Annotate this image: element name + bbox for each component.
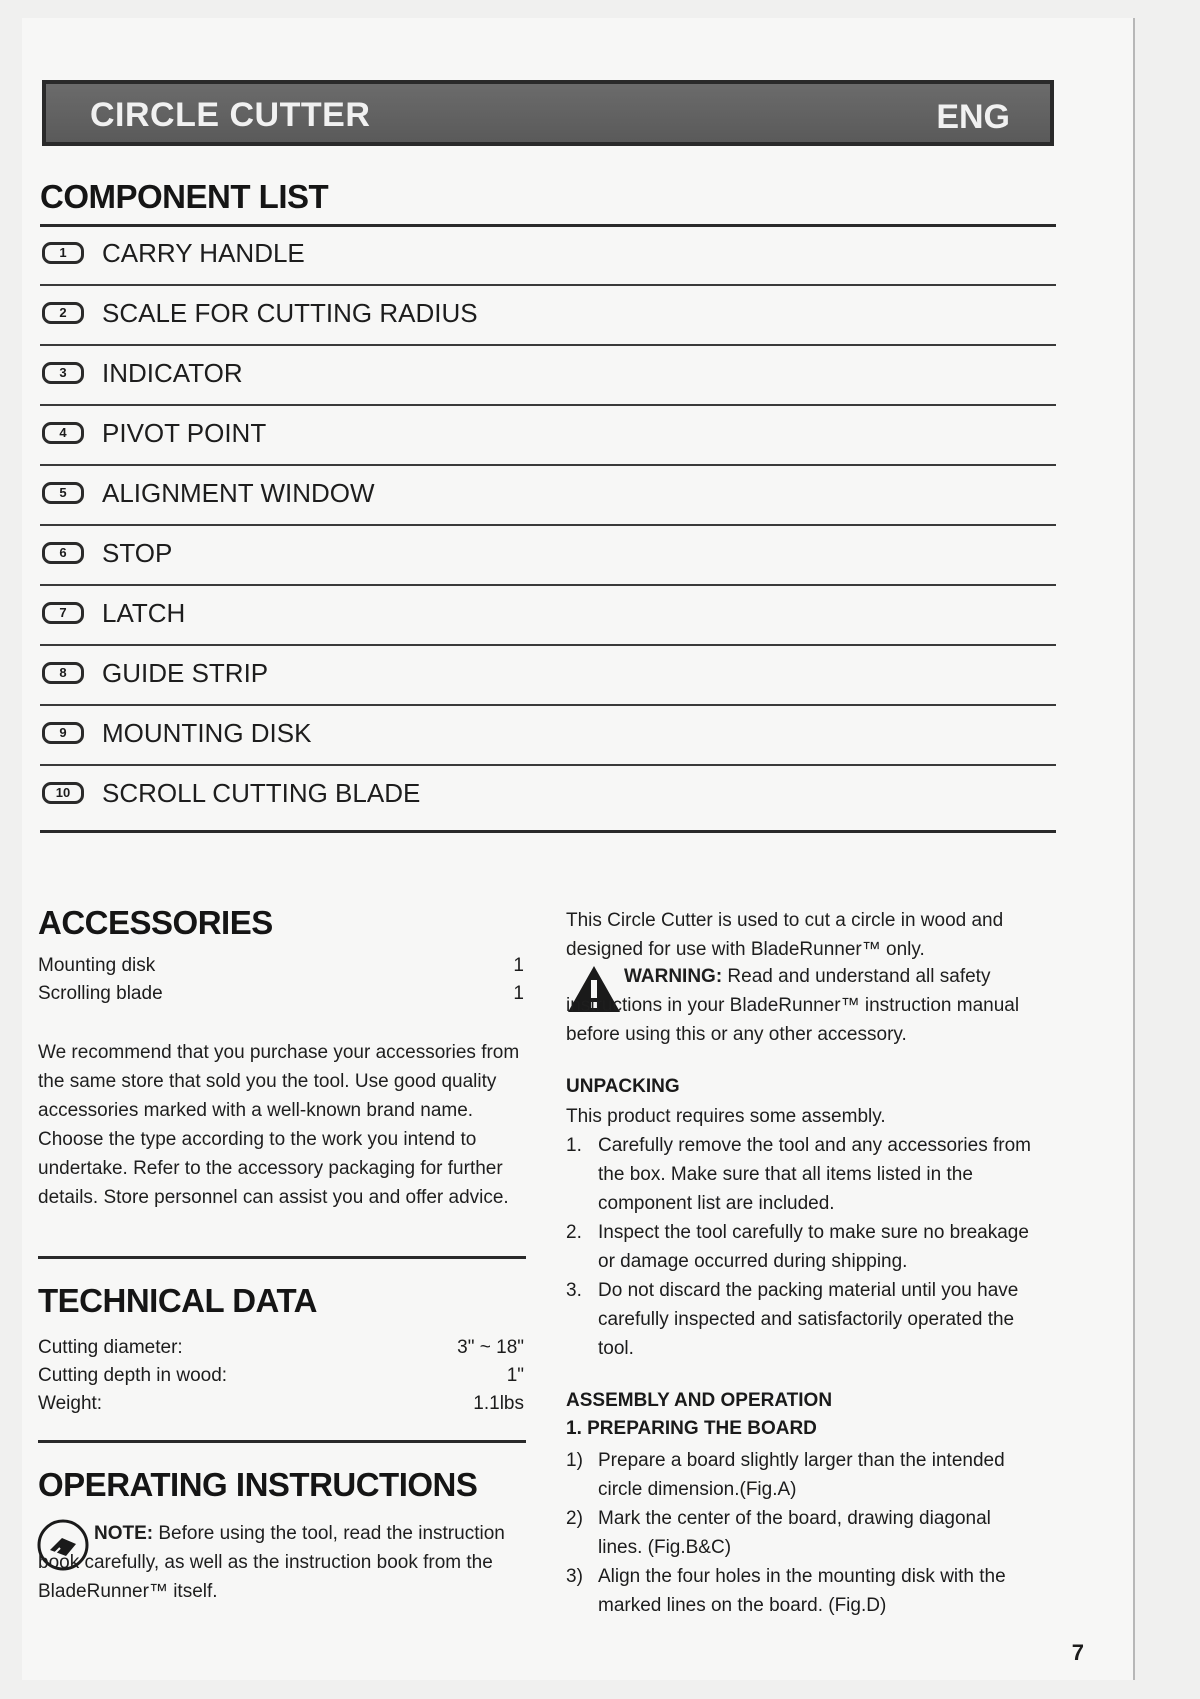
step-text: Align the four holes in the mounting disk with the marked lines on the board. (Fig.D) xyxy=(598,1566,1006,1616)
component-list-heading: COMPONENT LIST xyxy=(40,178,329,215)
component-row xyxy=(40,348,1056,406)
accessories-paragraph: We recommend that you purchase your accessories from the same store that sold you the tool. Use good quality accessories marked with a well-known brand name. Choose the type according to the work you intend to undertake. Refer to the accessory packaging for further details. Store personnel can assist you and offer advice. xyxy=(38,1042,520,1208)
component-row xyxy=(40,468,1056,526)
component-label: SCALE FOR CUTTING RADIUS xyxy=(102,298,478,328)
component-row xyxy=(40,228,1056,286)
operating-heading: OPERATING INSTRUCTIONS xyxy=(38,1466,478,1503)
spec-label: Weight: xyxy=(38,1393,103,1414)
component-label: CARRY HANDLE xyxy=(102,238,305,268)
spec-row xyxy=(38,1362,524,1390)
component-row xyxy=(40,648,1056,706)
component-number-badge: 8 xyxy=(42,662,84,684)
component-row xyxy=(40,768,1056,826)
component-number-badge: 7 xyxy=(42,602,84,624)
component-label: LATCH xyxy=(102,598,186,628)
component-row xyxy=(40,708,1056,766)
component-number-badge: 5 xyxy=(42,482,84,504)
component-list-end-rule xyxy=(40,830,1056,833)
page-edge xyxy=(1133,18,1135,1680)
list-item xyxy=(566,1131,1040,1218)
component-row xyxy=(40,528,1056,586)
intro-paragraph: This Circle Cutter is used to cut a circle in wood and designed for use with BladeRunner™ only. xyxy=(566,910,1004,960)
row-divider xyxy=(40,404,1056,406)
unpacking-heading: UNPACKING xyxy=(566,1076,680,1097)
row-divider xyxy=(40,464,1056,466)
accessory-row xyxy=(38,980,524,1008)
step-text: Do not discard the packing material until you have carefully inspected and satisfactorily operated the tool. xyxy=(598,1280,1019,1359)
assembly-heading: ASSEMBLY AND OPERATION xyxy=(566,1390,833,1411)
accessory-row xyxy=(38,952,524,980)
component-label: INDICATOR xyxy=(102,358,243,388)
step-number: 2. xyxy=(566,1222,582,1243)
component-label: PIVOT POINT xyxy=(102,418,267,448)
warning-text: Read and understand all safety instructions in your BladeRunner™ instruction manual before using this or any other accessory. xyxy=(566,966,1020,1045)
step-text: Carefully remove the tool and any accessories from the box. Make sure that all items listed in the component list are included. xyxy=(598,1135,1031,1214)
accessory-qty: 1 xyxy=(513,983,524,1004)
list-item xyxy=(566,1446,1040,1504)
row-divider xyxy=(40,704,1056,706)
row-divider xyxy=(40,284,1056,286)
step-number: 2) xyxy=(566,1508,583,1529)
component-number-badge: 3 xyxy=(42,362,84,384)
accessory-qty: 1 xyxy=(513,955,524,976)
component-label: ALIGNMENT WINDOW xyxy=(102,478,375,508)
component-number-badge: 9 xyxy=(42,722,84,744)
operating-note xyxy=(38,1519,524,1606)
list-item xyxy=(566,1276,1040,1363)
row-divider xyxy=(40,524,1056,526)
step-text: Prepare a board slightly larger than the intended circle dimension.(Fig.A) xyxy=(598,1450,1005,1500)
warning-label: WARNING: xyxy=(624,966,723,987)
warning-paragraph xyxy=(566,962,1036,1049)
step-number: 1) xyxy=(566,1450,583,1471)
language-label: ENG xyxy=(936,98,1010,136)
step-number: 3. xyxy=(566,1280,582,1301)
unpacking-steps xyxy=(566,1131,1040,1363)
spec-label: Cutting diameter: xyxy=(38,1337,183,1358)
component-number-badge: 4 xyxy=(42,422,84,444)
spec-label: Cutting depth in wood: xyxy=(38,1365,228,1386)
component-row xyxy=(40,588,1056,646)
component-label: GUIDE STRIP xyxy=(102,658,269,688)
accessory-name: Scrolling blade xyxy=(38,983,163,1004)
row-divider xyxy=(40,344,1056,346)
spec-row xyxy=(38,1390,524,1418)
spec-row xyxy=(38,1334,524,1362)
step-text: Inspect the tool carefully to make sure no breakage or damage occurred during shipping. xyxy=(598,1222,1029,1272)
technical-data-heading: TECHNICAL DATA xyxy=(38,1282,317,1319)
spec-value: 1" xyxy=(506,1365,524,1386)
step-text: Mark the center of the board, drawing diagonal lines. (Fig.B&C) xyxy=(598,1508,991,1558)
component-number-badge: 1 xyxy=(42,242,84,264)
section-rule xyxy=(38,1256,526,1259)
list-item xyxy=(566,1504,1040,1562)
document-title: CIRCLE CUTTER xyxy=(90,96,371,134)
component-label: SCROLL CUTTING BLADE xyxy=(102,778,421,808)
row-divider xyxy=(40,764,1056,766)
component-label: MOUNTING DISK xyxy=(102,718,312,748)
step-number: 3) xyxy=(566,1566,583,1587)
component-row xyxy=(40,408,1056,466)
assembly-steps xyxy=(566,1446,1040,1620)
unpacking-intro: This product requires some assembly. xyxy=(566,1106,886,1127)
page-number: 7 xyxy=(1071,1640,1084,1665)
step-number: 1. xyxy=(566,1135,582,1156)
title-banner xyxy=(42,80,1054,146)
spec-value: 3" ~ 18" xyxy=(457,1337,524,1358)
component-number-badge: 6 xyxy=(42,542,84,564)
list-item xyxy=(566,1562,1040,1620)
assembly-subheading: 1. PREPARING THE BOARD xyxy=(566,1418,817,1439)
heading-rule xyxy=(40,224,1056,227)
row-divider xyxy=(40,644,1056,646)
component-row xyxy=(40,288,1056,346)
component-label: STOP xyxy=(102,538,173,568)
component-number-badge: 2 xyxy=(42,302,84,324)
note-text: Before using the tool, read the instruction book carefully, as well as the instruction book from the BladeRunner™ itself. xyxy=(38,1523,505,1602)
component-number-badge: 10 xyxy=(42,782,84,804)
accessory-name: Mounting disk xyxy=(38,955,156,976)
row-divider xyxy=(40,584,1056,586)
note-label: NOTE: xyxy=(94,1523,154,1544)
accessories-heading: ACCESSORIES xyxy=(38,904,273,941)
spec-value: 1.1lbs xyxy=(473,1393,524,1414)
list-item xyxy=(566,1218,1040,1276)
section-rule xyxy=(38,1440,526,1443)
